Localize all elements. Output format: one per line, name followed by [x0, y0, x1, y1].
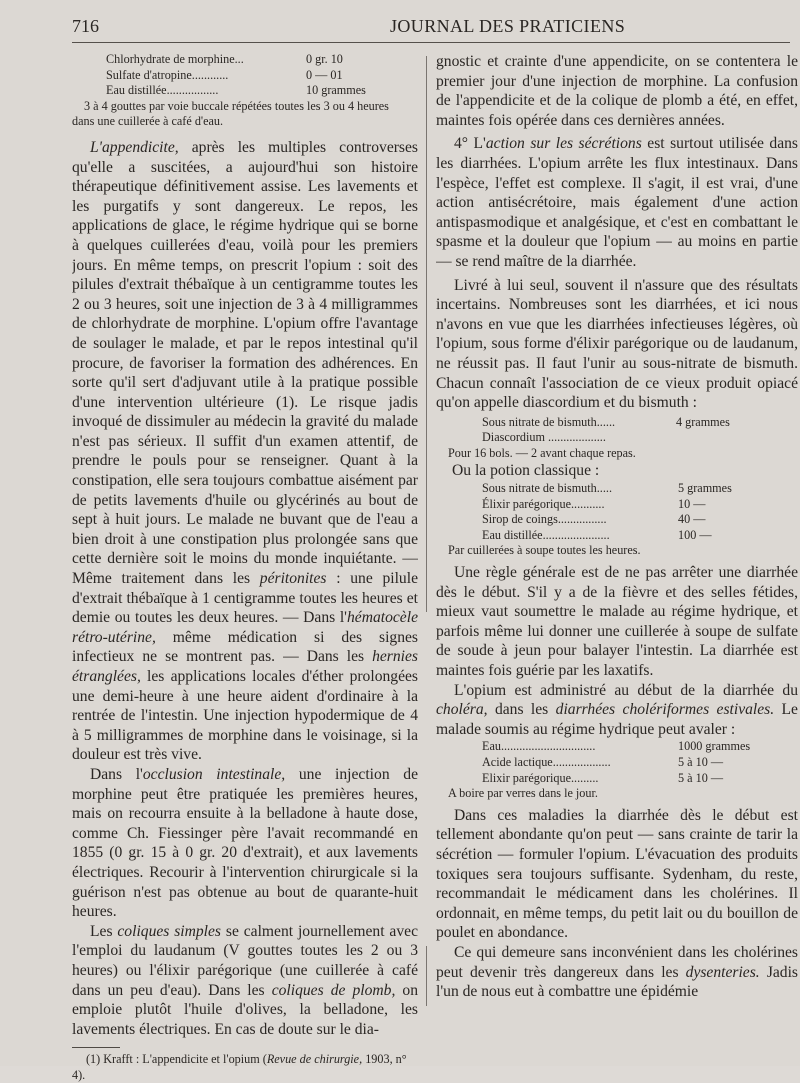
prescription-acide-lactique	[482, 739, 750, 786]
text: 4° L'	[454, 135, 486, 153]
left-column	[72, 52, 418, 1083]
column-divider-lower	[426, 946, 427, 1006]
column-divider	[426, 56, 427, 612]
prescription-line	[482, 512, 732, 528]
prescription-note: A boire par verres dans le jour.	[448, 786, 598, 801]
ingredient-name: Sous nitrate de bismuth......	[482, 414, 616, 429]
prescription-note: Pour 16 bols. — 2 avant chaque repas.	[448, 445, 636, 460]
ingredient-dose	[668, 430, 730, 446]
text: dans les	[487, 701, 556, 719]
ingredient-dose: 10 grammes	[306, 83, 366, 98]
paragraph-cholera	[436, 681, 798, 740]
emphasis: hématocèle rétro-utérine,	[72, 609, 418, 646]
prescription-line	[482, 755, 750, 771]
emphasis: occlusion intestinale,	[142, 765, 286, 783]
ingredient-name: Elixir parégorique.........	[482, 770, 599, 785]
ingredient-dose: 0 gr. 10	[306, 52, 343, 66]
text: se calment journellement avec l'emploi du laudanum (V gouttes toutes les 2 ou 3 heures) ou l'élixir parégorique (une cuillerée à café dans un peu d'eau). Dans les	[72, 922, 418, 999]
prescription-line	[482, 528, 732, 544]
running-header	[72, 14, 790, 43]
text: Dans l'	[90, 765, 143, 783]
text: Ce qui demeure sans inconvénient dans les cholérines peut devenir très dangereux dans les	[436, 943, 798, 981]
ingredient-dose: 0 — 01	[306, 67, 343, 82]
text: L'opium est administré au début de la diarrhée du	[454, 681, 798, 699]
ingredient-dose: 5 à 10 —	[678, 754, 724, 769]
ingredient-name: Sirop de coings................	[482, 512, 607, 527]
text: (1) Krafft : L'appendicite et l'opium (	[86, 1052, 267, 1067]
emphasis: Revue de chirurgie,	[266, 1052, 363, 1067]
prescription-potion-classique	[482, 481, 732, 543]
text: : une pilule d'extrait thébaïque à 1 centigramme toutes les heures et demie ou toutes les deux heures. — Dans l'	[72, 570, 418, 627]
ingredient-dose: 5 grammes	[678, 481, 732, 496]
prescription-note: Par cuillerées à soupe toutes les heures.	[448, 543, 641, 558]
emphasis: action sur les sécrétions	[485, 135, 642, 153]
prescription-bismuth-diascordium	[482, 415, 730, 446]
footnote	[72, 1052, 418, 1083]
text: une injection de morphine peut être pratiquée les premières heures, mais on recourra ensuite à la belladone à haute dose, comme Ch. Fiessinger père l'avait recommandé en 1855 (0 gr. 15 à 0 gr. 20 d'extrait), et aux lavements électriques. Recourir à l'intervention chirurgicale si la guérison n'est pas obtenue au bout de quarante-huit heures.	[72, 765, 418, 921]
prescription-note: 3 à 4 gouttes par voie buccale répétées toutes les 3 ou 4 heures	[84, 98, 389, 113]
text: même médication si des signes infectieux ne se montrent pas. — Dans les	[72, 628, 418, 666]
prescription-line	[482, 430, 730, 446]
ingredient-name: Acide lactique...................	[482, 754, 611, 769]
prescription-note-cont: dans une cuillerée à café d'eau.	[72, 114, 224, 129]
prescription-line	[482, 771, 750, 787]
paragraph-potion: Ou la potion classique :	[452, 462, 600, 480]
emphasis: choléra,	[436, 701, 488, 719]
text: les applications locales d'éther prolongées une demi-heure à une heure aident d'ordinaire à la rentrée de l'intestin. Une injection hypodermique de 4 à 5 milligrammes de morphine dans le voisinage, si la douleur est très vive.	[72, 668, 418, 764]
emphasis: hernies étranglées,	[72, 648, 418, 685]
paragraph-occlusion	[72, 765, 418, 922]
emphasis: péritonites	[259, 570, 327, 588]
text: Le malade soumis au régime hydrique peut avaler :	[436, 701, 798, 738]
prescription-line	[106, 83, 366, 99]
ingredient-dose: 4 grammes	[676, 414, 730, 429]
paragraph-diagnostic: gnostic et crainte d'une appendicite, on se contentera le premier jour d'une injection de morphine. La confusion de l'appendicite et de la colique de plomb a été, en effet, maintes fois opérée dans ces dernières années.	[436, 53, 798, 129]
emphasis: coliques simples	[117, 922, 222, 940]
prescription-line	[482, 481, 732, 497]
paragraph-coliques	[72, 922, 418, 1040]
text: est surtout utilisée dans les diarrhées. L'opium arrête les flux intestinaux. Dans l'espèce, l'effet est complexe. Il s'agit, il est vrai, d'une action antisécrétoire, mais également d'une action antispasmodique et analgésique, et c'est en combattant le spasme et la douleur que l'opium — au moins en partie — se rend maître de la diarrhée.	[436, 135, 798, 270]
journal-title: JOURNAL DES PRATICIENS	[390, 16, 626, 36]
text: on emploie plutôt l'huile d'olives, la belladone, les lavements électriques. En cas de doute sur le dia-	[72, 981, 418, 1038]
text: Jadis l'un de nous eut à combattre une épidémie	[436, 963, 798, 1001]
paragraph-regle-generale: Une règle générale est de ne pas arrêter une diarrhée dès le début. S'il y a de la fièvre et des selles fétides, mieux vaut soumettre le malade au régime hydrique, et parfois même lui donner une cuillerée à soupe de sulfate de soude à jeun pour balayer l'intestin. La diarrhée est maintes fois guérie par les laxatifs.	[436, 564, 798, 679]
ingredient-dose: 10 —	[678, 496, 706, 511]
footnote-rule	[72, 1047, 120, 1048]
emphasis: diarrhées cholériformes estivales.	[555, 701, 775, 719]
ingredient-dose: 5 à 10 —	[678, 770, 724, 785]
prescription-line	[482, 497, 732, 513]
paragraph-cholerines: Dans ces maladies la diarrhée dès le début est tellement abondante qu'on peut — sans crainte de tarir la sécrétion — formuler l'opium. L'évacuation des produits toxiques sera toujours suffisante. Sydenham, du reste, recommandait le médicament dans les cholérines. Il ordonnait, en même temps, du petit lait ou du bouillon de poulet en abondance.	[436, 806, 798, 942]
ingredient-name: Élixir parégorique...........	[482, 496, 605, 511]
prescription-line	[482, 739, 750, 755]
page-number: 716	[72, 16, 99, 36]
emphasis: coliques de plomb,	[271, 981, 396, 999]
ingredient-dose: 1000 grammes	[678, 739, 751, 754]
prescription-line	[106, 52, 366, 68]
paragraph-secretions	[436, 134, 798, 271]
ingredient-name: Sulfate d'atropine............	[106, 67, 229, 82]
ingredient-name: Eau...............................	[482, 739, 596, 754]
ingredient-name: Eau distillée......................	[482, 527, 610, 542]
prescription-line	[106, 68, 366, 84]
text: après les multiples controverses qu'elle a suscitées, a aujourd'hui son histoire thérapeutique définitivement assise. Les lavements et les purgatifs y sont dangereux. Le repos, les applications de glace, le régime hydrique qui se borne à quelques cuillerées d'eau, voilà pour les premiers jours. En même temps, on prescrit l'opium : soit des pilules d'extrait thébaïque à un centigramme toutes les 2 ou 3 heures, soit une injection de 3 à 4 milligrammes de chlorhydrate de morphine. L'opium offre l'avantage de soulager le malade, et par le repos intestinal qu'il procure, de favoriser la formation des adhérences. En sorte qu'il sert d'adjuvant utile à la pratique possible d'une intervention ultérieure (1). Le risque jadis invoqué de dissimuler au médecin la gravité du malade n'est pas sérieux. Il suffit d'un examen attentif, de prendre le pouls pour se renseigner. Quant à la constipation, elle sera toujours combattue aisément par de petits lavements d'huile ou glycérinés au bout de sept à huit jours. Le malade ne buvant que de l'eau a bien droit à une constipation plus prolongée sans que cette dernière soit le moins du monde inquiétante. — Même traitement dans les	[72, 138, 418, 588]
prescription-morphine-atropine	[106, 52, 366, 99]
prescription-line	[482, 415, 730, 431]
ingredient-name: Sous nitrate de bismuth.....	[482, 481, 612, 496]
text: Les	[90, 922, 118, 940]
text: 1903, n° 4).	[72, 1052, 407, 1082]
right-column	[436, 52, 798, 1002]
emphasis: dysenteries.	[685, 963, 760, 981]
ingredient-dose: 40 —	[678, 512, 706, 527]
paragraph-appendicite	[72, 138, 418, 765]
emphasis: L'appendicite,	[90, 138, 179, 156]
ingredient-name: Chlorhydrate de morphine...	[106, 52, 244, 66]
ingredient-name: Diascordium ...................	[482, 430, 606, 445]
ingredient-name: Eau distillée.................	[106, 83, 219, 98]
ingredient-dose: 100 —	[678, 527, 712, 542]
paragraph-dysenteries	[436, 943, 798, 1002]
paragraph-bismuth: Livré à lui seul, souvent il n'assure que des résultats incertains. Nombreuses sont les diarrhées, et ici nous n'avons en vue que les diarrhées infectieuses légères, où l'opium, sous forme d'élixir parégorique ou de laudanum, ne réussit pas. Il faut l'unir au sous-nitrate de bismuth. Chacun connaît l'association de ce vieux produit opiacé qu'on appelle diascordium et du bismuth :	[436, 276, 798, 412]
